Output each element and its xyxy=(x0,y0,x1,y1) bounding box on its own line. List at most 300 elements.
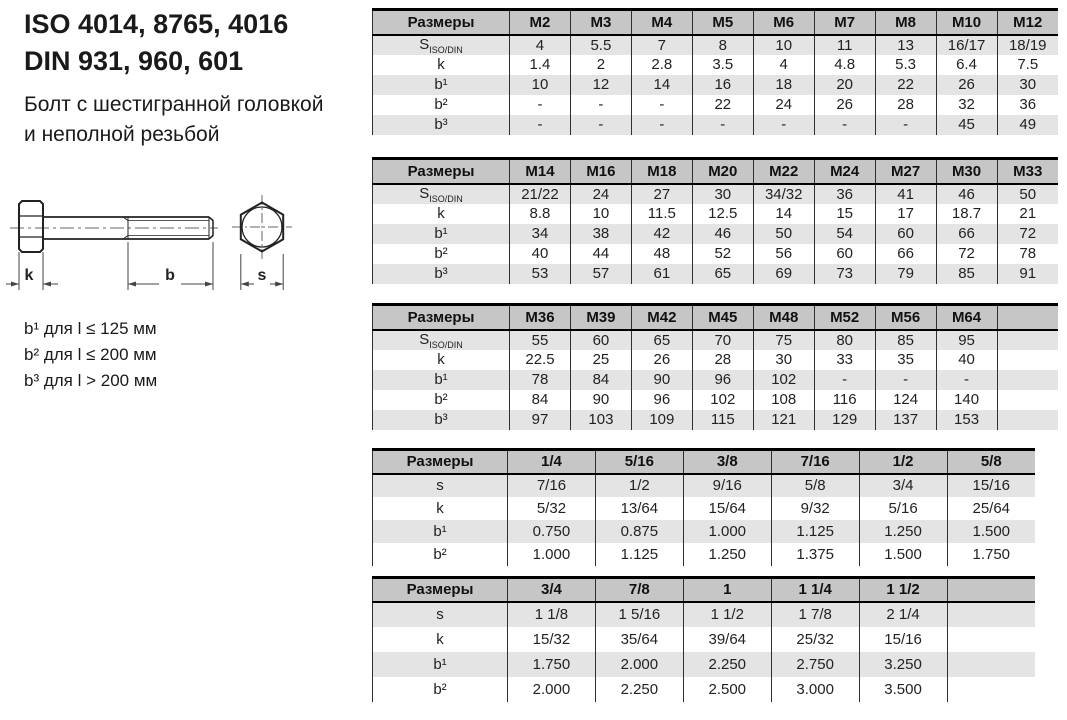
size-column-header: M48 xyxy=(753,305,814,330)
value-cell: 61 xyxy=(631,264,692,284)
value-cell: 55 xyxy=(510,330,571,350)
row-label: k xyxy=(373,627,508,652)
dimension-row xyxy=(373,474,1036,497)
value-cell: 46 xyxy=(692,224,753,244)
dimension-row xyxy=(373,390,1059,410)
value-cell: 1.375 xyxy=(771,543,859,566)
header-row xyxy=(373,305,1059,330)
value-cell: 1.000 xyxy=(683,520,771,543)
value-cell: 26 xyxy=(936,75,997,95)
row-label: b¹ xyxy=(373,370,510,390)
value-cell: 13/64 xyxy=(595,497,683,520)
value-cell: 3/4 xyxy=(859,474,947,497)
value-cell: 60 xyxy=(875,224,936,244)
empty-cell xyxy=(947,627,1035,652)
value-cell: 28 xyxy=(692,350,753,370)
product-description xyxy=(24,90,323,150)
size-column-header: 3/4 xyxy=(508,578,596,602)
size-column-header: M30 xyxy=(936,159,997,184)
value-cell: 15 xyxy=(814,204,875,224)
value-cell: 50 xyxy=(753,224,814,244)
size-column-header: 1 1/4 xyxy=(771,578,859,602)
size-column-header: 5/8 xyxy=(947,450,1035,474)
value-cell: 34 xyxy=(510,224,571,244)
dimension-row xyxy=(373,602,1036,627)
value-cell: 97 xyxy=(510,410,571,430)
value-cell: - xyxy=(814,370,875,390)
dimension-row xyxy=(373,264,1059,284)
bolt-head-end-view xyxy=(232,195,292,259)
size-column-header: M16 xyxy=(570,159,631,184)
dimension-row xyxy=(373,244,1059,264)
empty-cell xyxy=(947,677,1035,702)
value-cell: 96 xyxy=(692,370,753,390)
value-cell: 46 xyxy=(936,184,997,204)
value-cell: 5/32 xyxy=(508,497,596,520)
row-label: b³ xyxy=(373,410,510,430)
description-line-2: и неполной резьбой xyxy=(24,123,220,146)
value-cell: 2.500 xyxy=(683,677,771,702)
size-column-header: M7 xyxy=(814,10,875,35)
value-cell: 1 1/8 xyxy=(508,602,596,627)
value-cell: 1.500 xyxy=(859,543,947,566)
value-cell: 16/17 xyxy=(936,35,997,55)
size-column-header: M36 xyxy=(510,305,571,330)
value-cell: - xyxy=(570,115,631,135)
row-label: b² xyxy=(373,543,508,566)
value-cell: 65 xyxy=(631,330,692,350)
value-cell: 5.3 xyxy=(875,55,936,75)
value-cell: 116 xyxy=(814,390,875,410)
size-column-header: M18 xyxy=(631,159,692,184)
empty-cell xyxy=(997,330,1058,350)
value-cell: - xyxy=(631,115,692,135)
value-cell: 56 xyxy=(753,244,814,264)
value-cell: 2.750 xyxy=(771,652,859,677)
row-label: b² xyxy=(373,244,510,264)
row-label: b¹ xyxy=(373,652,508,677)
size-column-header: M2 xyxy=(510,10,571,35)
size-column-header: M3 xyxy=(570,10,631,35)
size-column-header: 1 1/2 xyxy=(859,578,947,602)
footnote-b2: b² для l ≤ 200 мм xyxy=(24,345,157,364)
value-cell: 42 xyxy=(631,224,692,244)
value-cell: 15/16 xyxy=(947,474,1035,497)
value-cell: 24 xyxy=(570,184,631,204)
value-cell: 60 xyxy=(570,330,631,350)
value-cell: 140 xyxy=(936,390,997,410)
size-column-header: M12 xyxy=(997,10,1058,35)
sizes-header-cell: Размеры xyxy=(373,450,508,474)
value-cell: 17 xyxy=(875,204,936,224)
empty-cell xyxy=(947,602,1035,627)
dimension-row xyxy=(373,520,1036,543)
value-cell: 36 xyxy=(997,95,1058,115)
value-cell: 3.5 xyxy=(692,55,753,75)
size-column-header: M10 xyxy=(936,10,997,35)
value-cell: 18.7 xyxy=(936,204,997,224)
dimension-row xyxy=(373,35,1059,55)
value-cell: 9/32 xyxy=(771,497,859,520)
value-cell: 8 xyxy=(692,35,753,55)
size-column-header: 1/2 xyxy=(859,450,947,474)
value-cell: 7.5 xyxy=(997,55,1058,75)
value-cell: 26 xyxy=(631,350,692,370)
dimension-row xyxy=(373,410,1059,430)
value-cell: 28 xyxy=(875,95,936,115)
value-cell: 1.750 xyxy=(947,543,1035,566)
value-cell: - xyxy=(753,115,814,135)
value-cell: - xyxy=(570,95,631,115)
value-cell: 66 xyxy=(875,244,936,264)
sizes-header-cell: Размеры xyxy=(373,159,510,184)
value-cell: 57 xyxy=(570,264,631,284)
value-cell: 73 xyxy=(814,264,875,284)
value-cell: 53 xyxy=(510,264,571,284)
dimension-tables-area xyxy=(372,0,1067,720)
value-cell: 1.125 xyxy=(771,520,859,543)
value-cell: 32 xyxy=(936,95,997,115)
row-label: b³ xyxy=(373,264,510,284)
value-cell: 2.000 xyxy=(595,652,683,677)
value-cell: 10 xyxy=(570,204,631,224)
row-label: $S_{ISO/DIN}$ xyxy=(373,35,510,55)
dimension-row xyxy=(373,115,1059,135)
value-cell: 1.250 xyxy=(683,543,771,566)
sizes-header-cell: Размеры xyxy=(373,305,510,330)
value-cell: 91 xyxy=(997,264,1058,284)
value-cell: 137 xyxy=(875,410,936,430)
row-label: b² xyxy=(373,677,508,702)
dimension-k-label: k xyxy=(24,267,34,284)
value-cell: 22.5 xyxy=(510,350,571,370)
value-cell: 75 xyxy=(753,330,814,350)
value-cell: 52 xyxy=(692,244,753,264)
dimension-s-label: s xyxy=(257,267,267,284)
value-cell: 24 xyxy=(753,95,814,115)
value-cell: 129 xyxy=(814,410,875,430)
value-cell: 103 xyxy=(570,410,631,430)
value-cell: 85 xyxy=(875,330,936,350)
value-cell: 3.250 xyxy=(859,652,947,677)
value-cell: 1 1/2 xyxy=(683,602,771,627)
value-cell: - xyxy=(631,95,692,115)
value-cell: 121 xyxy=(753,410,814,430)
value-cell: 72 xyxy=(997,224,1058,244)
value-cell: 6.4 xyxy=(936,55,997,75)
size-column-header: M52 xyxy=(814,305,875,330)
value-cell: 3.000 xyxy=(771,677,859,702)
value-cell: 5/16 xyxy=(859,497,947,520)
value-cell: 7 xyxy=(631,35,692,55)
value-cell: 27 xyxy=(631,184,692,204)
value-cell: 34/32 xyxy=(753,184,814,204)
row-label: b¹ xyxy=(373,75,510,95)
value-cell: 1 7/8 xyxy=(771,602,859,627)
footnotes-block xyxy=(24,316,157,394)
empty-cell xyxy=(947,652,1035,677)
empty-cell xyxy=(997,350,1058,370)
value-cell: 21 xyxy=(997,204,1058,224)
value-cell: 2.8 xyxy=(631,55,692,75)
row-label: b¹ xyxy=(373,520,508,543)
value-cell: 21/22 xyxy=(510,184,571,204)
value-cell: 109 xyxy=(631,410,692,430)
empty-cell xyxy=(997,410,1058,430)
value-cell: 1.000 xyxy=(508,543,596,566)
row-label: s xyxy=(373,602,508,627)
size-column-header: M20 xyxy=(692,159,753,184)
value-cell: 78 xyxy=(510,370,571,390)
dimension-row xyxy=(373,370,1059,390)
value-cell: 1.125 xyxy=(595,543,683,566)
value-cell: 20 xyxy=(814,75,875,95)
value-cell: 65 xyxy=(692,264,753,284)
value-cell: - xyxy=(692,115,753,135)
value-cell: 35/64 xyxy=(595,627,683,652)
value-cell: 4 xyxy=(753,55,814,75)
size-column-header: M39 xyxy=(570,305,631,330)
value-cell: 18/19 xyxy=(997,35,1058,55)
sizes-header-cell: Размеры xyxy=(373,578,508,602)
value-cell: 102 xyxy=(692,390,753,410)
value-cell: 3.500 xyxy=(859,677,947,702)
value-cell: 2.000 xyxy=(508,677,596,702)
value-cell: 80 xyxy=(814,330,875,350)
footnote-b3: b³ для l > 200 мм xyxy=(24,371,158,390)
value-cell: 12.5 xyxy=(692,204,753,224)
value-cell: 2.250 xyxy=(683,652,771,677)
value-cell: - xyxy=(875,370,936,390)
value-cell: - xyxy=(510,95,571,115)
value-cell: 15/64 xyxy=(683,497,771,520)
dimension-row xyxy=(373,95,1059,115)
header-row xyxy=(373,159,1059,184)
value-cell: - xyxy=(510,115,571,135)
value-cell: 22 xyxy=(875,75,936,95)
value-cell: 44 xyxy=(570,244,631,264)
value-cell: 30 xyxy=(753,350,814,370)
value-cell: 70 xyxy=(692,330,753,350)
value-cell: 41 xyxy=(875,184,936,204)
value-cell: 50 xyxy=(997,184,1058,204)
value-cell: 2 xyxy=(570,55,631,75)
value-cell: 115 xyxy=(692,410,753,430)
value-cell: 1 5/16 xyxy=(595,602,683,627)
dimension-row xyxy=(373,677,1036,702)
value-cell: 26 xyxy=(814,95,875,115)
dimension-row xyxy=(373,652,1036,677)
size-column-header: 7/8 xyxy=(595,578,683,602)
value-cell: 153 xyxy=(936,410,997,430)
value-cell: 30 xyxy=(997,75,1058,95)
value-cell: - xyxy=(936,370,997,390)
value-cell: 18 xyxy=(753,75,814,95)
description-line-1: Болт с шестигранной головкой xyxy=(24,93,324,116)
value-cell: 4 xyxy=(510,35,571,55)
size-column-header: 5/16 xyxy=(595,450,683,474)
value-cell: 54 xyxy=(814,224,875,244)
dimension-row xyxy=(373,543,1036,566)
size-column-header: M42 xyxy=(631,305,692,330)
standards-title xyxy=(24,6,288,80)
value-cell: 7/16 xyxy=(508,474,596,497)
size-column-header: M5 xyxy=(692,10,753,35)
size-column-header: M27 xyxy=(875,159,936,184)
value-cell: 124 xyxy=(875,390,936,410)
value-cell: 13 xyxy=(875,35,936,55)
value-cell: 39/64 xyxy=(683,627,771,652)
row-label: b² xyxy=(373,95,510,115)
value-cell: 11 xyxy=(814,35,875,55)
value-cell: 2 1/4 xyxy=(859,602,947,627)
value-cell: 102 xyxy=(753,370,814,390)
bolt-drawing-svg xyxy=(6,186,336,316)
empty-cell xyxy=(997,370,1058,390)
value-cell: 84 xyxy=(510,390,571,410)
row-label: b¹ xyxy=(373,224,510,244)
inch-table-3-4-to-1-5 xyxy=(372,576,1035,702)
row-label: k xyxy=(373,55,510,75)
size-column-header: M8 xyxy=(875,10,936,35)
value-cell: 1.750 xyxy=(508,652,596,677)
value-cell: 0.750 xyxy=(508,520,596,543)
value-cell: 9/16 xyxy=(683,474,771,497)
value-cell: 79 xyxy=(875,264,936,284)
sizes-header-cell: Размеры xyxy=(373,10,510,35)
size-column-header: M64 xyxy=(936,305,997,330)
size-column-header: M22 xyxy=(753,159,814,184)
value-cell: 45 xyxy=(936,115,997,135)
metric-table-m14-m33 xyxy=(372,157,1058,284)
value-cell: 72 xyxy=(936,244,997,264)
value-cell: 69 xyxy=(753,264,814,284)
row-label: $S_{ISO/DIN}$ xyxy=(373,184,510,204)
value-cell: 4.8 xyxy=(814,55,875,75)
size-column-header: M4 xyxy=(631,10,692,35)
bolt-technical-drawing xyxy=(6,186,336,316)
value-cell: 40 xyxy=(936,350,997,370)
inch-table-quarter-to-5-8 xyxy=(372,448,1035,566)
value-cell: 30 xyxy=(692,184,753,204)
value-cell: 48 xyxy=(631,244,692,264)
value-cell: 36 xyxy=(814,184,875,204)
dimension-row xyxy=(373,497,1036,520)
value-cell: 95 xyxy=(936,330,997,350)
dimension-b-label: b xyxy=(165,267,175,284)
value-cell: 60 xyxy=(814,244,875,264)
bolt-head-side-view xyxy=(19,201,43,252)
value-cell: 25/64 xyxy=(947,497,1035,520)
value-cell: 1.250 xyxy=(859,520,947,543)
size-column-header: 7/16 xyxy=(771,450,859,474)
value-cell: 66 xyxy=(936,224,997,244)
dimension-row xyxy=(373,350,1059,370)
value-cell: 85 xyxy=(936,264,997,284)
empty-header-cell xyxy=(947,578,1035,602)
size-column-header: M33 xyxy=(997,159,1058,184)
value-cell: 25/32 xyxy=(771,627,859,652)
din-standards-line: DIN 931, 960, 601 xyxy=(24,46,244,76)
value-cell: 1/2 xyxy=(595,474,683,497)
size-column-header: M24 xyxy=(814,159,875,184)
size-column-header: 3/8 xyxy=(683,450,771,474)
size-column-header: M6 xyxy=(753,10,814,35)
value-cell: 96 xyxy=(631,390,692,410)
value-cell: - xyxy=(814,115,875,135)
value-cell: 1.500 xyxy=(947,520,1035,543)
dimension-row xyxy=(373,224,1059,244)
value-cell: 10 xyxy=(510,75,571,95)
value-cell: 22 xyxy=(692,95,753,115)
value-cell: 90 xyxy=(570,390,631,410)
value-cell: 12 xyxy=(570,75,631,95)
dimension-row xyxy=(373,627,1036,652)
row-label: b² xyxy=(373,390,510,410)
dimension-row xyxy=(373,330,1059,350)
empty-header-cell xyxy=(997,305,1058,330)
row-label: k xyxy=(373,497,508,520)
value-cell: 16 xyxy=(692,75,753,95)
value-cell: 14 xyxy=(753,204,814,224)
dimension-row xyxy=(373,75,1059,95)
value-cell: 78 xyxy=(997,244,1058,264)
row-label: s xyxy=(373,474,508,497)
size-column-header: M56 xyxy=(875,305,936,330)
value-cell: 10 xyxy=(753,35,814,55)
iso-standards-line: ISO 4014, 8765, 4016 xyxy=(24,9,289,39)
value-cell: 25 xyxy=(570,350,631,370)
value-cell: 38 xyxy=(570,224,631,244)
value-cell: 49 xyxy=(997,115,1058,135)
dimension-row xyxy=(373,184,1059,204)
size-column-header: M14 xyxy=(510,159,571,184)
metric-table-m36-m64 xyxy=(372,303,1058,430)
size-column-header: 1 xyxy=(683,578,771,602)
value-cell: 90 xyxy=(631,370,692,390)
value-cell: 8.8 xyxy=(510,204,571,224)
empty-cell xyxy=(997,390,1058,410)
row-label: $S_{ISO/DIN}$ xyxy=(373,330,510,350)
footnote-b1: b¹ для l ≤ 125 мм xyxy=(24,319,157,338)
row-label: k xyxy=(373,204,510,224)
value-cell: 84 xyxy=(570,370,631,390)
value-cell: 15/32 xyxy=(508,627,596,652)
value-cell: 33 xyxy=(814,350,875,370)
value-cell: 14 xyxy=(631,75,692,95)
value-cell: 40 xyxy=(510,244,571,264)
value-cell: 2.250 xyxy=(595,677,683,702)
value-cell: - xyxy=(875,115,936,135)
row-label: b³ xyxy=(373,115,510,135)
header-row xyxy=(373,450,1036,474)
value-cell: 108 xyxy=(753,390,814,410)
value-cell: 15/16 xyxy=(859,627,947,652)
size-column-header: 1/4 xyxy=(508,450,596,474)
header-row xyxy=(373,578,1036,602)
dimension-row xyxy=(373,204,1059,224)
header-row xyxy=(373,10,1059,35)
size-column-header: M45 xyxy=(692,305,753,330)
value-cell: 1.4 xyxy=(510,55,571,75)
value-cell: 5.5 xyxy=(570,35,631,55)
dimension-row xyxy=(373,55,1059,75)
value-cell: 35 xyxy=(875,350,936,370)
metric-table-m2-m12 xyxy=(372,8,1058,135)
row-label: k xyxy=(373,350,510,370)
value-cell: 11.5 xyxy=(631,204,692,224)
value-cell: 5/8 xyxy=(771,474,859,497)
